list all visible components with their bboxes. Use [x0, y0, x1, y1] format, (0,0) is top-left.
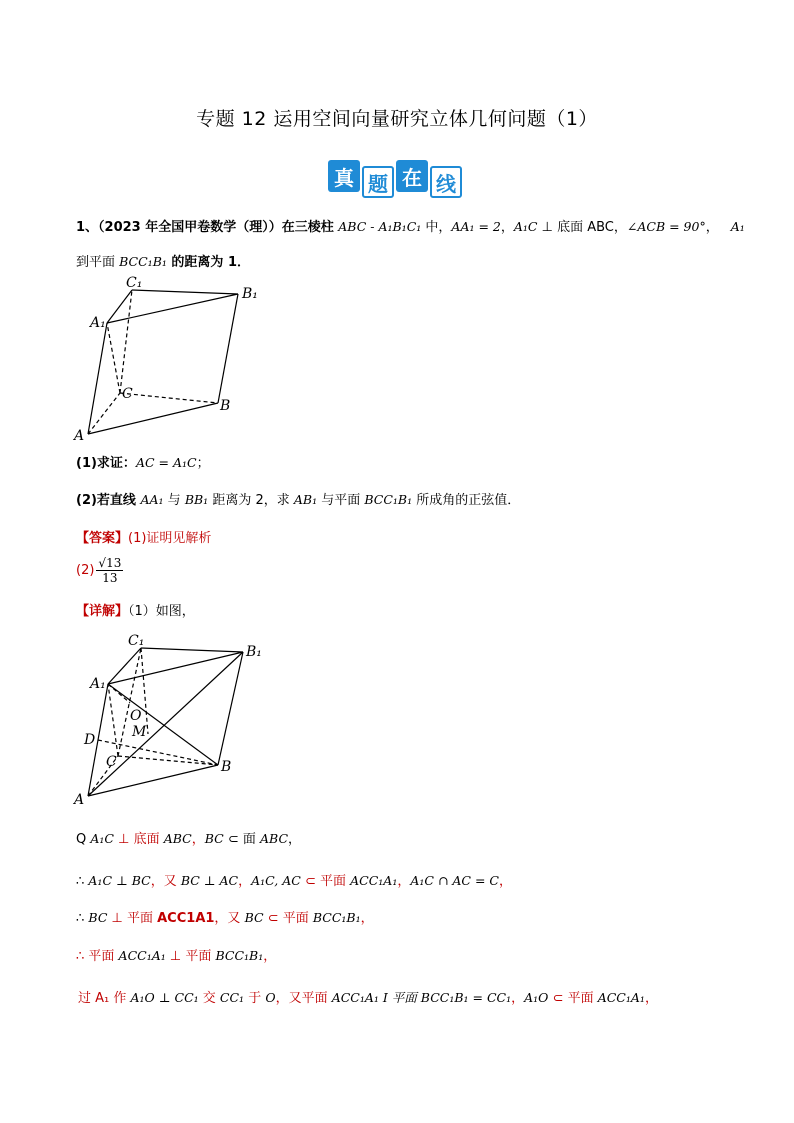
sub-question-1	[76, 452, 210, 471]
s3-plane: BCC₁B₁	[312, 910, 361, 925]
answer-2	[76, 556, 123, 585]
s5-a1o: A₁O	[524, 990, 549, 1005]
banner-char-2: 题	[362, 166, 394, 198]
s2-comma: ，	[238, 874, 252, 889]
banner-char-4: 线	[430, 166, 462, 198]
detail-line	[76, 600, 195, 619]
q1-line2-text: 到平面	[76, 255, 120, 270]
answer-label: 【答案】	[76, 531, 129, 546]
s5-meet: 交	[198, 991, 220, 1006]
sub1-end: ；	[196, 456, 210, 471]
label-b: B	[220, 398, 231, 414]
q1-distance: 的距离为 1．	[166, 255, 251, 270]
detail-text: （1）如图，	[128, 604, 195, 619]
s1-a1c: A₁C	[90, 831, 114, 846]
answer2-prefix: (2)	[76, 563, 95, 578]
solution-line-1	[76, 828, 301, 847]
s5-end: ，	[644, 991, 658, 1006]
solution-line-2	[76, 870, 512, 889]
label-c1: C₁	[128, 633, 145, 649]
sub2-and: 与	[163, 493, 185, 508]
s4-plane1: ACC₁A₁	[118, 948, 166, 963]
s1-subset: ⊂ 面	[223, 832, 261, 847]
q1-angle: ∠ACB = 90°	[626, 219, 706, 234]
q1-text: 中，	[421, 220, 452, 235]
label-a1: A₁	[90, 315, 106, 331]
s2-bc-ac: BC ⊥ AC	[180, 873, 239, 888]
page-title: 专题 12 运用空间向量研究立体几何问题（1）	[196, 108, 598, 130]
label-c: C	[122, 386, 133, 402]
s3-bc: BC	[88, 910, 108, 925]
s2-plane: ACC₁A₁	[350, 873, 398, 888]
s5-o: O	[265, 990, 276, 1005]
q1-edge: AA₁ = 2	[451, 219, 501, 234]
sub2-ab1: AB₁	[293, 492, 318, 507]
label-m: M	[132, 724, 147, 740]
q1-a1c: A₁C	[513, 219, 538, 234]
q1-prism: ABC - A₁B₁C₁	[338, 219, 422, 234]
label-a1: A₁	[90, 676, 106, 692]
s5-plane: ACC₁A₁	[597, 990, 645, 1005]
label-b: B	[221, 759, 232, 775]
s1-abc2: ABC	[260, 831, 289, 846]
q1-a1: A₁	[730, 219, 745, 234]
sub-question-2	[76, 489, 520, 508]
s5-through: 过 A₁ 作	[78, 991, 131, 1006]
banner-char-1: 真	[328, 160, 360, 192]
label-b1: B₁	[246, 644, 262, 660]
s2-also: ，又	[150, 874, 181, 889]
s5-cc1: CC₁	[219, 990, 245, 1005]
label-b1: B₁	[242, 286, 258, 302]
s1-end: ，	[288, 832, 302, 847]
label-c: C	[106, 754, 117, 770]
solution-line-3	[76, 907, 374, 926]
s2-subset: ⊂ 平面	[300, 874, 351, 889]
sub1-label: (1)求证：	[76, 456, 136, 471]
label-a: A	[74, 792, 85, 808]
s5-comma: ，	[511, 991, 525, 1006]
fraction-numerator: √13	[98, 556, 122, 570]
s3-also: ，又	[214, 911, 245, 926]
answer-text: (1)证明见解析	[128, 531, 212, 546]
q1-intro: 1、（2023 年全国甲卷数学（理））在三棱柱	[76, 220, 339, 235]
s5-at: 于	[244, 991, 266, 1006]
answer-line	[76, 527, 211, 546]
s1-q: Q	[76, 832, 91, 847]
label-o: O	[130, 708, 142, 724]
s5-perp: A₁O ⊥ CC₁	[130, 990, 199, 1005]
s3-bc2: BC	[244, 910, 264, 925]
sub2-text: 距离为 2，求	[208, 493, 294, 508]
sub2-end: 所成角的正弦值．	[412, 493, 521, 508]
sub2-label: (2)若直线	[76, 493, 141, 508]
s3-end: ，	[360, 911, 374, 926]
banner-char-3: 在	[396, 160, 428, 192]
s3-perp-plane: ⊥ 平面	[107, 911, 158, 926]
detail-label: 【详解】	[76, 604, 129, 619]
solution-line-5	[78, 987, 658, 1006]
sub2-aa1: AA₁	[140, 492, 164, 507]
s2-end: ，	[498, 874, 512, 889]
s5-intersection: ACC₁A₁ I 平面 BCC₁B₁ = CC₁	[331, 990, 512, 1005]
label-d: D	[84, 732, 96, 748]
question-line-1	[76, 216, 745, 235]
s2-lines: A₁C, AC	[251, 873, 301, 888]
s5-subset: ⊂ 平面	[548, 991, 598, 1006]
s3-plane-acc1a1: ACC1A1	[157, 911, 215, 926]
q1-comma: ，	[500, 220, 514, 235]
q1-plane: BCC₁B₁	[119, 254, 167, 269]
solution-line-4	[76, 945, 276, 964]
sub2-with: 与平面	[317, 493, 365, 508]
section-banner	[328, 160, 464, 198]
prism-figure-2	[68, 628, 268, 810]
s1-abc: ABC	[163, 831, 192, 846]
sub1-expr: AC = A₁C	[135, 455, 197, 470]
s2-intersect: A₁C ∩ AC = C	[410, 873, 499, 888]
s1-bc: BC	[204, 831, 224, 846]
prism-figure-1	[68, 270, 268, 445]
s2-comma2: ，	[397, 874, 411, 889]
label-a: A	[74, 428, 85, 444]
s5-also: ，又平面	[275, 991, 332, 1006]
q1-perp-base: ⊥ 底面 ABC，	[537, 220, 627, 235]
fraction-denominator: 13	[102, 571, 118, 585]
q1-comma2: ，	[705, 220, 719, 235]
s4-plane2: BCC₁B₁	[215, 948, 264, 963]
s1-comma: ，	[191, 832, 205, 847]
s3-therefore: ∴	[76, 911, 89, 926]
answer2-fraction	[96, 556, 123, 585]
s3-subset: ⊂ 平面	[263, 911, 313, 926]
question-line-2	[76, 251, 250, 270]
s1-perp: ⊥ 底面	[113, 832, 164, 847]
sub2-bb1: BB₁	[184, 492, 209, 507]
s4-perp: ⊥ 平面	[165, 949, 216, 964]
s2-perp: A₁C ⊥ BC	[88, 873, 151, 888]
label-c1: C₁	[126, 275, 143, 291]
sub2-plane: BCC₁B₁	[364, 492, 413, 507]
s2-therefore: ∴	[76, 874, 89, 889]
s4-end: ，	[263, 949, 277, 964]
s4-therefore: ∴ 平面	[76, 949, 119, 964]
